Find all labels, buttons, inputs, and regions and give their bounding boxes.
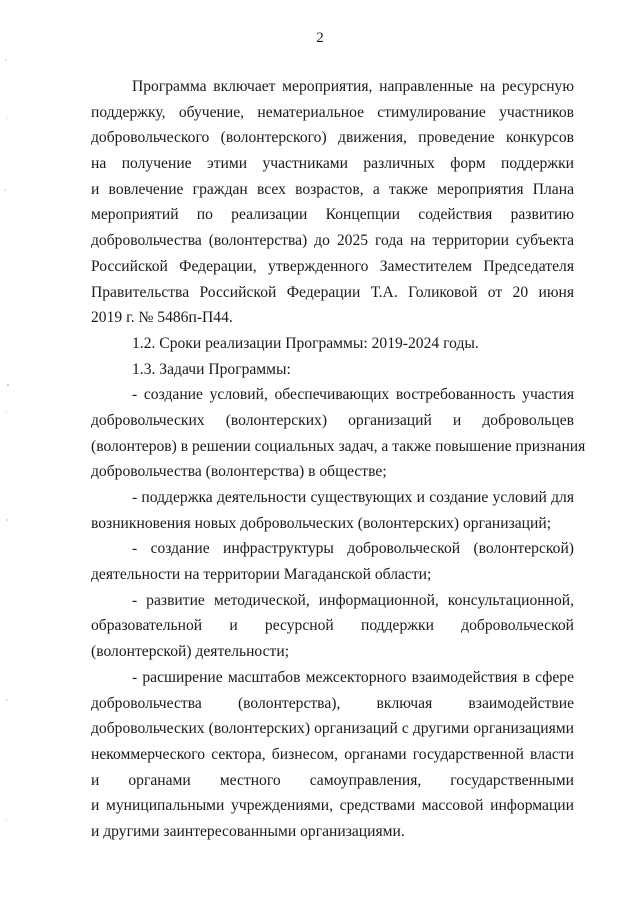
text-line: (волонтеров) в решении социальных задач, а также повышение признания: [91, 437, 586, 455]
text-line: образовательной и ресурсной поддержки добровольческой: [91, 617, 574, 635]
text-line: и вовлечение граждан всех возрастов, а также мероприятия Плана: [91, 180, 574, 198]
text-line: некоммерческого сектора, бизнесом, органами государственной власти: [91, 745, 574, 763]
text-line: - создание условий, обеспечивающих востребованность участия: [132, 386, 574, 404]
text-line: и другими заинтересованными организациями.: [91, 822, 405, 840]
text-line: добровольчества (волонтерства), включая взаимодействие: [91, 694, 574, 712]
text-line: - создание инфраструктуры добровольческой (волонтерской): [132, 540, 574, 558]
text-line: Российской Федерации, утвержденного Заместителем Председателя: [91, 257, 574, 275]
text-line: Правительства Российской Федерации Т.А. Голиковой от 20 июня: [91, 283, 574, 301]
text-line: и муниципальными учреждениями, средствами массовой информации: [91, 797, 574, 815]
text-line: - развитие методической, информационной, консультационной,: [132, 591, 574, 609]
text-line: добровольческих (волонтерских) организаций и добровольцев: [91, 411, 574, 429]
text-line: Программа включает мероприятия, направленные на ресурсную: [132, 78, 574, 95]
text-line: мероприятий по реализации Концепции содействия развитию: [91, 206, 574, 224]
text-line: поддержку, обучение, нематериальное стимулирование участников: [91, 103, 574, 121]
text-line: деятельности на территории Магаданской области;: [91, 566, 432, 584]
text-line: добровольческих (волонтерских) организаций с другими организациями: [91, 720, 574, 738]
text-line: добровольчества (волонтерства) в обществе;: [91, 463, 387, 481]
text-line: на получение этими участниками различных форм поддержки: [91, 155, 574, 173]
text-line: - расширение масштабов межсекторного взаимодействия в сфере: [132, 668, 574, 686]
text-line: - поддержка деятельности существующих и создание условий для: [132, 489, 574, 506]
page-number: 2: [316, 30, 324, 46]
text-line: 1.3. Задачи Программы:: [132, 360, 291, 378]
text-line: и органами местного самоуправления, государственными: [91, 771, 574, 789]
text-line: 1.2. Сроки реализации Программы: 2019-2024 годы.: [132, 334, 479, 352]
text-line: (волонтерской) деятельности;: [91, 643, 290, 661]
text-line: добровольчества (волонтерства) до 2025 года на территории субъекта: [91, 232, 574, 250]
text-line: добровольческого (волонтерского) движения, проведение конкурсов: [91, 129, 574, 147]
text-line: 2019 г. № 5486п-П44.: [91, 309, 233, 327]
text-line: возникновения новых добровольческих (волонтерских) организаций;: [91, 514, 552, 532]
document-body: [91, 74, 586, 845]
scan-margin-marks: [2, 0, 12, 905]
